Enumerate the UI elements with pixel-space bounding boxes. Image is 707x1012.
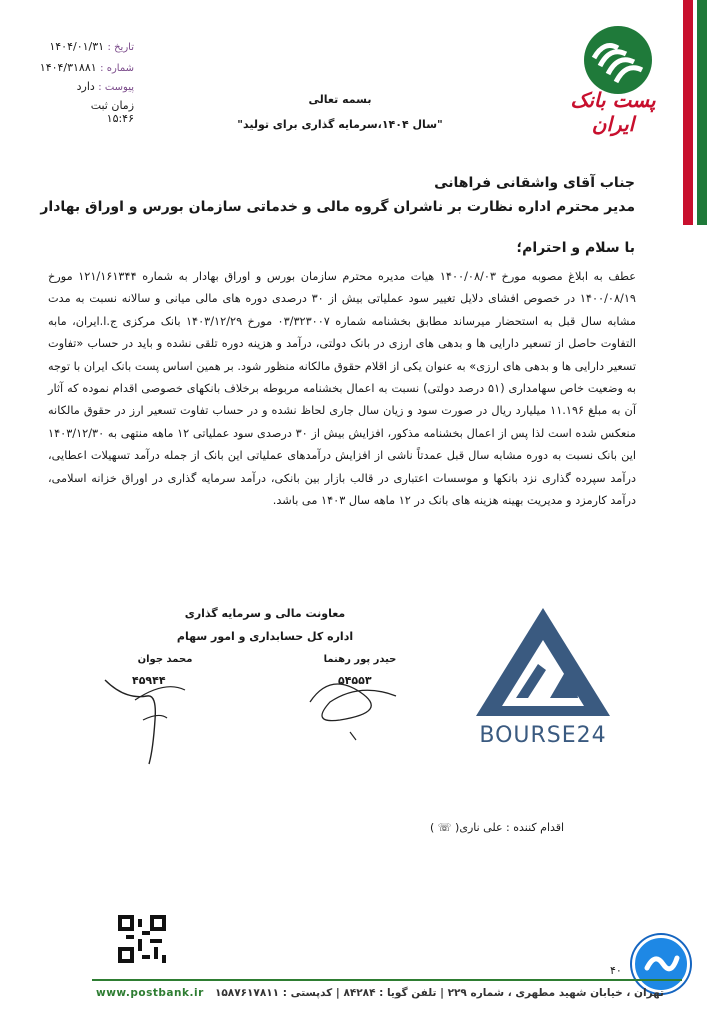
website-link[interactable]: www.postbank.ir xyxy=(96,987,204,999)
registration-time xyxy=(62,99,134,125)
footer-divider xyxy=(92,979,682,981)
signer1-code: ۴۵۹۴۴ xyxy=(132,674,166,687)
number-label: شماره : xyxy=(100,63,134,74)
qr-code-icon xyxy=(118,915,166,963)
date-label: تاریخ : xyxy=(107,42,134,53)
letter-date xyxy=(34,40,134,53)
bank-name: پست بانک ایران xyxy=(570,88,656,136)
year-slogan: "سال ۱۴۰۴،سرمایه گذاری برای تولید" xyxy=(237,118,443,131)
time-label: زمان ثبت xyxy=(90,99,134,112)
body-paragraph: عطف به ابلاغ مصوبه مورخ ۱۴۰۰/۰۸/۰۳ هیات مدیره محترم سازمان بورس و اوراق بهادار به شماره ۱۲۱/۱۶۱۳۴۴ مورخ ۱۴۰۰/۰۸/۱۹ در خصوص افشای دلایل تغییر سود عملیاتی بیش از ۳۰ درصدی دوره های مالی میانی و سالانه نسبت به مدت مشابه سال قبل به استحضار میرساند مطابق بخشنامه شماره ۰۳/۳۲۳۰۰۷ مورخ ۱۴۰۳/۱۲/۲۹ بانک مرکزی ج.ا.ایران، مابه التفاوت حاصل از تسعیر دارایی ها و بدهی های ارزی در بانک دولتی، درآمد و هزینه دوره تلقی نشده و باید در حساب «تفاوت تسعیر دارایی ها و بدهی های ارزی» به عنوان یکی از اقلام حقوق مالکانه منظور شود. بر همین اساس پست بانک ایران با توجه به وضعیت خاص سهامداری (۵۱ درصد دولتی) نسبت به اعمال بخشنامه مربوطه برخلاف بانکهای خصوصی اقدام نموده که آثار آن به مبلغ ۱۱.۱۹۶ میلیارد ریال در صورت سود و زیان سال جاری لحاظ نشده و در حساب تفاوت تسعیر ارز در حقوق مالکانه منعکس شده است لذا پس از اعمال بخشنامه مذکور، افزایش بیش از ۳۰ درصدی سود عملیاتی ۱۲ ماهه منتهی به ۱۴۰۳/۱۲/۳۰ این بانک نسبت به دوره مشابه سال قبل عمدتاً ناشی از افزایش درآمدهای عملیاتی این بانک از جمله درآمد تسهیلات اعطایی، درآمد سپرده گذاری نزد بانکها و موسسات اعتباری در قالب بازار بین بانکی، درآمد سرمایه گذاری در اوراق خزانه اسلامی، درآمد کارمزد و مدیریت بهینه هزینه های بانک در ۱۲ ماهه سال ۱۴۰۳ می باشد. xyxy=(48,270,637,508)
brand-stripe-red xyxy=(683,0,693,225)
letter-attachment xyxy=(60,80,134,93)
bourse24-watermark-icon xyxy=(468,600,618,750)
attachment-value: دارد xyxy=(76,80,95,93)
basmala: بسمه تعالی xyxy=(308,93,372,106)
signature-title-deputy: معاونت مالی و سرمایه گذاری xyxy=(184,607,346,620)
signature-title-department: اداره کل حسابداری و امور سهام xyxy=(176,630,354,643)
date-value: ۱۴۰۴/۰۱/۳۱ xyxy=(49,40,105,53)
recipient-title: مدیر محترم اداره نظارت بر ناشران گروه مالی و خدماتی سازمان بورس و اوراق بهادار xyxy=(40,199,635,215)
time-value: ۱۵:۴۶ xyxy=(106,112,134,125)
greeting: با سلام و احترام؛ xyxy=(516,240,635,256)
footer xyxy=(92,985,682,1007)
letter-number xyxy=(30,61,134,74)
number-value: ۱۴۰۴/۳۱۸۸۱ xyxy=(39,61,97,74)
recipient-name: جناب آقای واشقانی فراهانی xyxy=(434,175,635,191)
signer2-code: ۵۴۵۵۳ xyxy=(338,674,372,687)
action-officer: اقدام کننده : علی ناری( ☏ ) xyxy=(430,821,565,834)
signature1-icon xyxy=(95,660,205,770)
footer-address: تهران ، خیابان شهید مطهری ، شماره ۲۲۹ | تلفن گویا : ۸۴۲۸۴ | کدپستی : ۱۵۸۷۶۱۷۸۱۱ xyxy=(214,987,664,999)
letter-body xyxy=(48,266,636,512)
signature2-icon xyxy=(300,662,410,742)
signer2-name: حیدر پور رهنما xyxy=(323,654,397,665)
watermark-text: BOURSE24 xyxy=(479,723,607,748)
brand-stripe-green xyxy=(697,0,707,225)
signer1-name: محمد جوان xyxy=(137,654,193,665)
page-number: ۴۰ xyxy=(610,964,622,977)
attachment-label: پیوست : xyxy=(98,82,134,93)
